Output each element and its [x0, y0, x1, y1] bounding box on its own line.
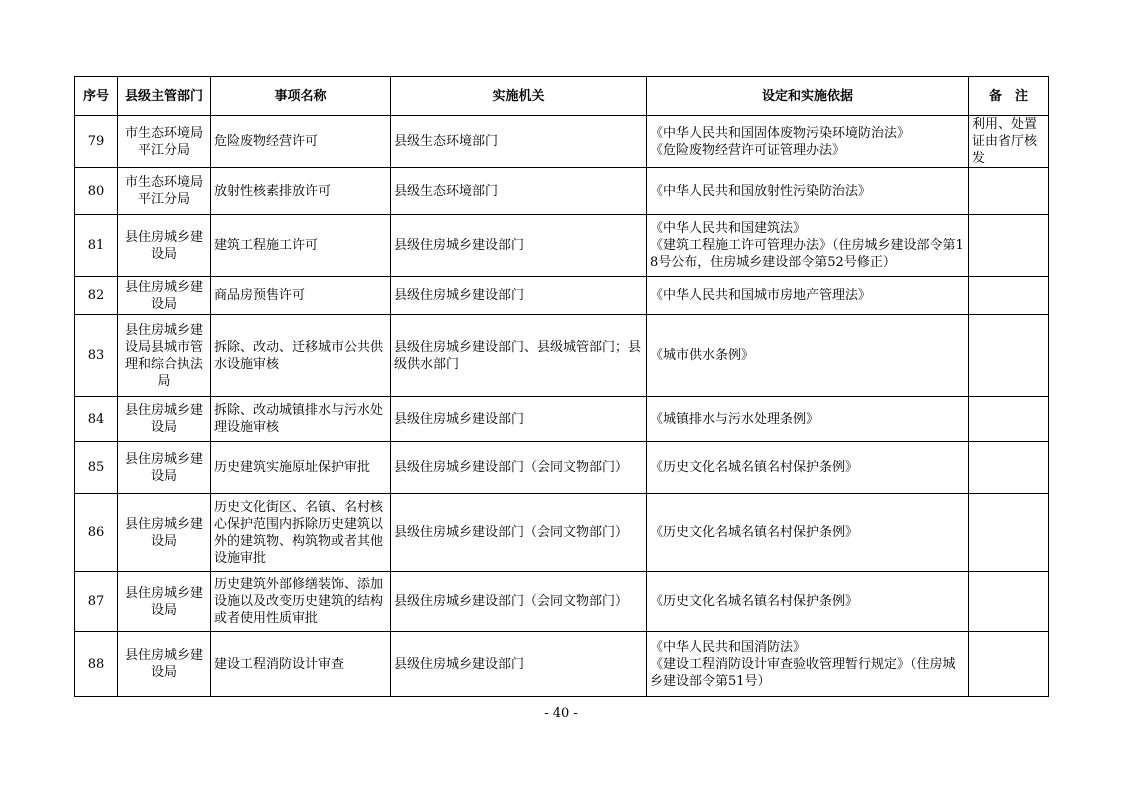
table-header-row — [75, 77, 1049, 116]
row-department: 县住房城乡建设局 — [118, 397, 211, 442]
row-implementing-agency: 县级住房城乡建设部门 — [391, 397, 647, 442]
legal-basis-line: 《城市供水条例》 — [650, 348, 755, 363]
table-row — [75, 215, 1049, 277]
row-implementing-agency: 县级住房城乡建设部门 — [391, 277, 647, 315]
legal-basis-line: 《历史文化名城名镇名村保护条例》 — [650, 594, 859, 609]
row-department: 县住房城乡建设局 — [118, 572, 211, 632]
legal-basis-line: 《中华人民共和国消防法》 — [650, 639, 807, 655]
row-serial-number: 79 — [75, 116, 118, 168]
table-row — [75, 572, 1049, 632]
row-implementing-agency: 县级住房城乡建设部门 — [391, 632, 647, 697]
row-serial-number: 85 — [75, 442, 118, 494]
row-item-name: 历史建筑外部修缮装饰、添加设施以及改变历史建筑的结构或者使用性质审批 — [211, 572, 391, 632]
row-implementing-agency: 县级住房城乡建设部门 — [391, 215, 647, 277]
row-serial-number: 86 — [75, 494, 118, 572]
row-serial-number: 81 — [75, 215, 118, 277]
row-item-name: 建设工程消防设计审查 — [211, 632, 391, 697]
row-implementing-agency: 县级生态环境部门 — [391, 116, 647, 168]
table-row — [75, 494, 1049, 572]
row-implementing-agency: 县级住房城乡建设部门、县级城管部门；县级供水部门 — [391, 315, 647, 397]
row-department: 县住房城乡建设局 — [118, 442, 211, 494]
row-item-name: 拆除、改动城镇排水与污水处理设施审核 — [211, 397, 391, 442]
table-row — [75, 397, 1049, 442]
row-department: 县住房城乡建设局 — [118, 632, 211, 697]
row-item-name: 历史建筑实施原址保护审批 — [211, 442, 391, 494]
table-row — [75, 277, 1049, 315]
row-department: 县住房城乡建设局县城市管理和综合执法局 — [118, 315, 211, 397]
row-item-name: 危险废物经营许可 — [211, 116, 391, 168]
row-legal-basis — [647, 116, 969, 168]
row-implementing-agency: 县级住房城乡建设部门（会同文物部门） — [391, 442, 647, 494]
row-department: 县住房城乡建设局 — [118, 215, 211, 277]
row-item-name: 拆除、改动、迁移城市公共供水设施审核 — [211, 315, 391, 397]
header-item-name: 事项名称 — [211, 77, 391, 116]
row-legal-basis — [647, 397, 969, 442]
legal-basis-line: 《中华人民共和国固体废物污染环境防治法》 — [650, 125, 911, 141]
row-department: 县住房城乡建设局 — [118, 494, 211, 572]
row-remarks — [969, 397, 1049, 442]
row-item-name: 商品房预售许可 — [211, 277, 391, 315]
row-remarks — [969, 315, 1049, 397]
row-item-name: 历史文化街区、名镇、名村核心保护范围内拆除历史建筑以外的建筑物、构筑物或者其他设施审批 — [211, 494, 391, 572]
row-implementing-agency: 县级生态环境部门 — [391, 168, 647, 215]
header-serial-number: 序号 — [75, 77, 118, 116]
row-remarks — [969, 442, 1049, 494]
table-row — [75, 116, 1049, 168]
table-row — [75, 168, 1049, 215]
header-legal-basis: 设定和实施依据 — [647, 77, 969, 116]
row-legal-basis — [647, 315, 969, 397]
row-item-name: 放射性核素排放许可 — [211, 168, 391, 215]
legal-basis-line: 《城镇排水与污水处理条例》 — [650, 411, 820, 427]
row-serial-number: 87 — [75, 572, 118, 632]
row-department: 县住房城乡建设局 — [118, 277, 211, 315]
row-remarks — [969, 277, 1049, 315]
row-department: 市生态环境局平江分局 — [118, 116, 211, 168]
row-implementing-agency: 县级住房城乡建设部门（会同文物部门） — [391, 494, 647, 572]
legal-basis-line: 《历史文化名城名镇名村保护条例》 — [650, 525, 859, 540]
row-item-name: 建筑工程施工许可 — [211, 215, 391, 277]
row-remarks — [969, 168, 1049, 215]
row-remarks — [969, 572, 1049, 632]
table-row — [75, 632, 1049, 697]
table-row — [75, 315, 1049, 397]
row-legal-basis — [647, 215, 969, 277]
header-remarks: 备 注 — [969, 77, 1049, 116]
row-remarks: 利用、处置证由省厅核发 — [969, 116, 1049, 168]
header-department: 县级主管部门 — [118, 77, 211, 116]
legal-basis-line: 《中华人民共和国放射性污染防治法》 — [650, 183, 872, 199]
header-implementing-agency: 实施机关 — [391, 77, 647, 116]
row-serial-number: 80 — [75, 168, 118, 215]
row-legal-basis — [647, 168, 969, 215]
legal-basis-line: 《建设工程消防设计审查验收管理暂行规定》（住房城乡建设部令第51号） — [650, 656, 956, 689]
row-legal-basis — [647, 494, 969, 572]
row-legal-basis — [647, 632, 969, 697]
row-remarks — [969, 494, 1049, 572]
row-legal-basis — [647, 442, 969, 494]
page-number: - 40 - — [544, 706, 578, 721]
legal-basis-line: 《中华人民共和国建筑法》 — [650, 221, 807, 236]
legal-basis-line: 《中华人民共和国城市房地产管理法》 — [650, 288, 872, 303]
row-legal-basis — [647, 277, 969, 315]
legal-basis-line: 《历史文化名城名镇名村保护条例》 — [650, 460, 859, 475]
row-department: 市生态环境局平江分局 — [118, 168, 211, 215]
row-legal-basis — [647, 572, 969, 632]
row-implementing-agency: 县级住房城乡建设部门（会同文物部门） — [391, 572, 647, 632]
row-serial-number: 83 — [75, 315, 118, 397]
table-row — [75, 442, 1049, 494]
row-serial-number: 84 — [75, 397, 118, 442]
administrative-licensing-table — [74, 76, 1049, 697]
legal-basis-line: 《危险废物经营许可证管理办法》 — [650, 142, 846, 158]
row-serial-number: 82 — [75, 277, 118, 315]
row-serial-number: 88 — [75, 632, 118, 697]
row-remarks — [969, 215, 1049, 277]
row-remarks — [969, 632, 1049, 697]
legal-basis-line: 《建筑工程施工许可管理办法》（住房城乡建设部令第18号公布，住房城乡建设部令第52号修正） — [650, 238, 964, 270]
